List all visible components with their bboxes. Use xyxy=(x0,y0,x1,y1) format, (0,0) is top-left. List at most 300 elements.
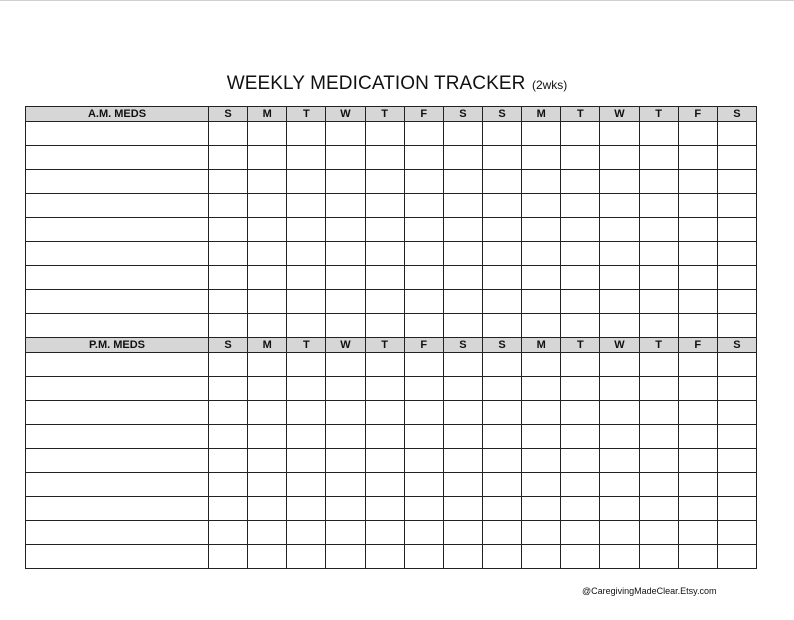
title-sub: (2wks) xyxy=(531,78,568,92)
day-check-cell[interactable] xyxy=(600,521,639,545)
day-check-cell[interactable] xyxy=(639,377,678,401)
day-check-cell[interactable] xyxy=(600,545,639,569)
day-header: S xyxy=(209,338,248,353)
day-check-cell[interactable] xyxy=(326,266,365,290)
day-check-cell[interactable] xyxy=(561,242,600,266)
day-check-cell[interactable] xyxy=(678,425,717,449)
day-check-cell[interactable] xyxy=(209,473,248,497)
day-check-cell[interactable] xyxy=(287,218,326,242)
day-header: T xyxy=(639,338,678,353)
day-check-cell[interactable] xyxy=(600,242,639,266)
day-check-cell[interactable] xyxy=(639,146,678,170)
day-check-cell[interactable] xyxy=(561,122,600,146)
day-check-cell[interactable] xyxy=(209,122,248,146)
day-check-cell[interactable] xyxy=(443,449,482,473)
day-check-cell[interactable] xyxy=(600,473,639,497)
day-header: F xyxy=(404,107,443,122)
day-check-cell[interactable] xyxy=(287,497,326,521)
day-check-cell[interactable] xyxy=(326,497,365,521)
day-check-cell[interactable] xyxy=(600,146,639,170)
day-check-cell[interactable] xyxy=(287,290,326,314)
med-name-cell[interactable] xyxy=(26,473,209,497)
day-check-cell[interactable] xyxy=(678,194,717,218)
day-check-cell[interactable] xyxy=(561,377,600,401)
day-check-cell[interactable] xyxy=(717,194,756,218)
day-check-cell[interactable] xyxy=(482,314,521,338)
day-check-cell[interactable] xyxy=(443,146,482,170)
day-check-cell[interactable] xyxy=(639,170,678,194)
day-check-cell[interactable] xyxy=(561,473,600,497)
day-check-cell[interactable] xyxy=(717,170,756,194)
day-check-cell[interactable] xyxy=(248,242,287,266)
med-name-cell[interactable] xyxy=(26,170,209,194)
day-check-cell[interactable] xyxy=(287,194,326,218)
day-check-cell[interactable] xyxy=(482,473,521,497)
day-check-cell[interactable] xyxy=(209,353,248,377)
day-check-cell[interactable] xyxy=(443,194,482,218)
day-check-cell[interactable] xyxy=(678,473,717,497)
day-check-cell[interactable] xyxy=(326,449,365,473)
day-check-cell[interactable] xyxy=(600,497,639,521)
day-check-cell[interactable] xyxy=(717,521,756,545)
day-check-cell[interactable] xyxy=(717,401,756,425)
day-check-cell[interactable] xyxy=(209,497,248,521)
med-name-cell[interactable] xyxy=(26,425,209,449)
day-check-cell[interactable] xyxy=(443,401,482,425)
table-row xyxy=(26,521,757,545)
day-check-cell[interactable] xyxy=(600,377,639,401)
day-check-cell[interactable] xyxy=(717,314,756,338)
day-check-cell[interactable] xyxy=(287,401,326,425)
day-check-cell[interactable] xyxy=(365,425,404,449)
day-check-cell[interactable] xyxy=(248,473,287,497)
day-check-cell[interactable] xyxy=(404,146,443,170)
day-check-cell[interactable] xyxy=(404,401,443,425)
day-header: S xyxy=(209,107,248,122)
table-row xyxy=(26,377,757,401)
day-check-cell[interactable] xyxy=(522,497,561,521)
day-check-cell[interactable] xyxy=(561,401,600,425)
day-check-cell[interactable] xyxy=(404,194,443,218)
med-name-cell[interactable] xyxy=(26,353,209,377)
day-check-cell[interactable] xyxy=(365,146,404,170)
med-name-cell[interactable] xyxy=(26,146,209,170)
day-check-cell[interactable] xyxy=(248,314,287,338)
med-name-cell[interactable] xyxy=(26,497,209,521)
day-check-cell[interactable] xyxy=(522,377,561,401)
day-check-cell[interactable] xyxy=(639,425,678,449)
day-check-cell[interactable] xyxy=(365,314,404,338)
day-check-cell[interactable] xyxy=(639,290,678,314)
day-header: T xyxy=(287,338,326,353)
day-check-cell[interactable] xyxy=(717,242,756,266)
day-check-cell[interactable] xyxy=(404,425,443,449)
day-check-cell[interactable] xyxy=(600,425,639,449)
med-name-cell[interactable] xyxy=(26,545,209,569)
day-check-cell[interactable] xyxy=(248,170,287,194)
day-check-cell[interactable] xyxy=(443,377,482,401)
day-check-cell[interactable] xyxy=(678,401,717,425)
day-check-cell[interactable] xyxy=(522,266,561,290)
day-check-cell[interactable] xyxy=(365,449,404,473)
day-check-cell[interactable] xyxy=(600,170,639,194)
day-check-cell[interactable] xyxy=(522,194,561,218)
day-check-cell[interactable] xyxy=(326,353,365,377)
day-check-cell[interactable] xyxy=(639,497,678,521)
day-check-cell[interactable] xyxy=(326,194,365,218)
day-check-cell[interactable] xyxy=(717,473,756,497)
day-check-cell[interactable] xyxy=(600,218,639,242)
day-check-cell[interactable] xyxy=(482,122,521,146)
day-check-cell[interactable] xyxy=(209,146,248,170)
day-check-cell[interactable] xyxy=(639,545,678,569)
day-header: S xyxy=(717,338,756,353)
day-check-cell[interactable] xyxy=(287,377,326,401)
day-check-cell[interactable] xyxy=(248,401,287,425)
day-check-cell[interactable] xyxy=(522,401,561,425)
day-check-cell[interactable] xyxy=(482,425,521,449)
day-check-cell[interactable] xyxy=(287,473,326,497)
day-check-cell[interactable] xyxy=(522,449,561,473)
day-check-cell[interactable] xyxy=(678,497,717,521)
day-check-cell[interactable] xyxy=(404,449,443,473)
day-check-cell[interactable] xyxy=(522,473,561,497)
day-check-cell[interactable] xyxy=(326,290,365,314)
day-check-cell[interactable] xyxy=(209,377,248,401)
day-check-cell[interactable] xyxy=(482,545,521,569)
day-check-cell[interactable] xyxy=(522,242,561,266)
day-check-cell[interactable] xyxy=(365,473,404,497)
day-check-cell[interactable] xyxy=(209,218,248,242)
day-check-cell[interactable] xyxy=(600,266,639,290)
day-check-cell[interactable] xyxy=(248,122,287,146)
day-check-cell[interactable] xyxy=(287,146,326,170)
med-name-cell[interactable] xyxy=(26,314,209,338)
day-check-cell[interactable] xyxy=(561,290,600,314)
table-row xyxy=(26,242,757,266)
day-check-cell[interactable] xyxy=(287,314,326,338)
table-row xyxy=(26,170,757,194)
day-check-cell[interactable] xyxy=(365,266,404,290)
day-check-cell[interactable] xyxy=(443,497,482,521)
day-check-cell[interactable] xyxy=(287,545,326,569)
day-check-cell[interactable] xyxy=(522,353,561,377)
day-check-cell[interactable] xyxy=(404,290,443,314)
day-check-cell[interactable] xyxy=(561,146,600,170)
day-check-cell[interactable] xyxy=(248,290,287,314)
day-check-cell[interactable] xyxy=(443,353,482,377)
med-name-cell[interactable] xyxy=(26,122,209,146)
day-check-cell[interactable] xyxy=(443,170,482,194)
day-check-cell[interactable] xyxy=(561,545,600,569)
day-check-cell[interactable] xyxy=(482,290,521,314)
day-check-cell[interactable] xyxy=(326,377,365,401)
day-check-cell[interactable] xyxy=(482,497,521,521)
day-check-cell[interactable] xyxy=(248,146,287,170)
day-check-cell[interactable] xyxy=(443,521,482,545)
day-check-cell[interactable] xyxy=(717,290,756,314)
day-check-cell[interactable] xyxy=(443,242,482,266)
day-check-cell[interactable] xyxy=(561,194,600,218)
day-check-cell[interactable] xyxy=(404,122,443,146)
day-check-cell[interactable] xyxy=(248,266,287,290)
day-check-cell[interactable] xyxy=(639,353,678,377)
day-check-cell[interactable] xyxy=(561,266,600,290)
title-main: WEEKLY MEDICATION TRACKER xyxy=(226,73,526,94)
day-check-cell[interactable] xyxy=(209,425,248,449)
day-check-cell[interactable] xyxy=(600,449,639,473)
day-check-cell[interactable] xyxy=(404,545,443,569)
day-check-cell[interactable] xyxy=(365,377,404,401)
day-check-cell[interactable] xyxy=(443,290,482,314)
day-check-cell[interactable] xyxy=(678,266,717,290)
day-check-cell[interactable] xyxy=(678,545,717,569)
day-check-cell[interactable] xyxy=(522,521,561,545)
day-check-cell[interactable] xyxy=(404,377,443,401)
day-check-cell[interactable] xyxy=(326,314,365,338)
day-check-cell[interactable] xyxy=(404,473,443,497)
day-header: W xyxy=(600,338,639,353)
day-check-cell[interactable] xyxy=(248,449,287,473)
day-check-cell[interactable] xyxy=(717,425,756,449)
med-name-cell[interactable] xyxy=(26,401,209,425)
day-check-cell[interactable] xyxy=(717,545,756,569)
day-check-cell[interactable] xyxy=(248,353,287,377)
day-check-cell[interactable] xyxy=(248,194,287,218)
med-name-cell[interactable] xyxy=(26,290,209,314)
day-check-cell[interactable] xyxy=(365,242,404,266)
day-check-cell[interactable] xyxy=(326,401,365,425)
day-check-cell[interactable] xyxy=(443,545,482,569)
day-check-cell[interactable] xyxy=(443,314,482,338)
day-check-cell[interactable] xyxy=(326,425,365,449)
day-check-cell[interactable] xyxy=(248,377,287,401)
day-check-cell[interactable] xyxy=(717,497,756,521)
day-check-cell[interactable] xyxy=(482,377,521,401)
header-row xyxy=(26,107,757,122)
day-check-cell[interactable] xyxy=(482,401,521,425)
day-check-cell[interactable] xyxy=(600,314,639,338)
day-check-cell[interactable] xyxy=(561,170,600,194)
day-check-cell[interactable] xyxy=(482,353,521,377)
day-check-cell[interactable] xyxy=(678,449,717,473)
day-check-cell[interactable] xyxy=(209,449,248,473)
day-check-cell[interactable] xyxy=(717,266,756,290)
day-check-cell[interactable] xyxy=(678,122,717,146)
day-check-cell[interactable] xyxy=(561,521,600,545)
day-check-cell[interactable] xyxy=(678,353,717,377)
day-check-cell[interactable] xyxy=(561,449,600,473)
day-check-cell[interactable] xyxy=(600,122,639,146)
day-check-cell[interactable] xyxy=(248,521,287,545)
day-check-cell[interactable] xyxy=(639,449,678,473)
day-check-cell[interactable] xyxy=(717,218,756,242)
day-check-cell[interactable] xyxy=(326,170,365,194)
med-name-cell[interactable] xyxy=(26,449,209,473)
day-check-cell[interactable] xyxy=(287,122,326,146)
day-check-cell[interactable] xyxy=(482,194,521,218)
day-check-cell[interactable] xyxy=(639,122,678,146)
med-name-cell[interactable] xyxy=(26,521,209,545)
day-check-cell[interactable] xyxy=(522,314,561,338)
day-check-cell[interactable] xyxy=(717,377,756,401)
med-name-cell[interactable] xyxy=(26,218,209,242)
day-check-cell[interactable] xyxy=(365,521,404,545)
day-check-cell[interactable] xyxy=(287,242,326,266)
day-check-cell[interactable] xyxy=(404,170,443,194)
med-name-cell[interactable] xyxy=(26,242,209,266)
day-check-cell[interactable] xyxy=(678,290,717,314)
day-check-cell[interactable] xyxy=(404,242,443,266)
table-row xyxy=(26,314,757,338)
day-check-cell[interactable] xyxy=(287,425,326,449)
day-check-cell[interactable] xyxy=(326,218,365,242)
day-header: T xyxy=(561,107,600,122)
day-check-cell[interactable] xyxy=(443,425,482,449)
day-check-cell[interactable] xyxy=(678,242,717,266)
day-check-cell[interactable] xyxy=(365,353,404,377)
med-name-cell[interactable] xyxy=(26,194,209,218)
day-check-cell[interactable] xyxy=(443,266,482,290)
day-check-cell[interactable] xyxy=(209,521,248,545)
day-check-cell[interactable] xyxy=(522,170,561,194)
day-check-cell[interactable] xyxy=(522,146,561,170)
day-check-cell[interactable] xyxy=(209,242,248,266)
day-check-cell[interactable] xyxy=(365,218,404,242)
day-check-cell[interactable] xyxy=(639,401,678,425)
day-check-cell[interactable] xyxy=(248,497,287,521)
day-header: W xyxy=(600,107,639,122)
day-check-cell[interactable] xyxy=(404,218,443,242)
day-check-cell[interactable] xyxy=(482,449,521,473)
day-check-cell[interactable] xyxy=(561,218,600,242)
day-check-cell[interactable] xyxy=(561,425,600,449)
day-check-cell[interactable] xyxy=(365,545,404,569)
med-name-cell[interactable] xyxy=(26,266,209,290)
day-header: T xyxy=(639,107,678,122)
day-check-cell[interactable] xyxy=(639,314,678,338)
day-check-cell[interactable] xyxy=(209,314,248,338)
day-check-cell[interactable] xyxy=(365,122,404,146)
day-check-cell[interactable] xyxy=(522,425,561,449)
day-check-cell[interactable] xyxy=(326,545,365,569)
day-check-cell[interactable] xyxy=(443,218,482,242)
day-check-cell[interactable] xyxy=(365,170,404,194)
day-check-cell[interactable] xyxy=(365,497,404,521)
day-check-cell[interactable] xyxy=(287,449,326,473)
table-row xyxy=(26,545,757,569)
table-row xyxy=(26,353,757,377)
day-check-cell[interactable] xyxy=(717,353,756,377)
day-check-cell[interactable] xyxy=(639,266,678,290)
header-row xyxy=(26,338,757,353)
day-check-cell[interactable] xyxy=(639,521,678,545)
day-check-cell[interactable] xyxy=(365,290,404,314)
day-header: T xyxy=(561,338,600,353)
day-check-cell[interactable] xyxy=(287,170,326,194)
day-check-cell[interactable] xyxy=(678,218,717,242)
day-check-cell[interactable] xyxy=(404,353,443,377)
day-check-cell[interactable] xyxy=(482,266,521,290)
table-row xyxy=(26,122,757,146)
day-check-cell[interactable] xyxy=(522,122,561,146)
day-check-cell[interactable] xyxy=(717,449,756,473)
pm-meds-table xyxy=(25,337,757,569)
day-check-cell[interactable] xyxy=(326,242,365,266)
day-check-cell[interactable] xyxy=(678,146,717,170)
day-check-cell[interactable] xyxy=(639,218,678,242)
table-row xyxy=(26,266,757,290)
day-check-cell[interactable] xyxy=(287,353,326,377)
day-check-cell[interactable] xyxy=(678,521,717,545)
day-check-cell[interactable] xyxy=(482,521,521,545)
day-check-cell[interactable] xyxy=(404,266,443,290)
day-check-cell[interactable] xyxy=(326,473,365,497)
day-check-cell[interactable] xyxy=(482,242,521,266)
day-check-cell[interactable] xyxy=(717,122,756,146)
day-check-cell[interactable] xyxy=(287,266,326,290)
day-check-cell[interactable] xyxy=(600,290,639,314)
day-check-cell[interactable] xyxy=(209,401,248,425)
day-header: W xyxy=(326,338,365,353)
day-check-cell[interactable] xyxy=(482,218,521,242)
day-check-cell[interactable] xyxy=(248,545,287,569)
day-check-cell[interactable] xyxy=(365,194,404,218)
day-check-cell[interactable] xyxy=(561,353,600,377)
day-check-cell[interactable] xyxy=(326,146,365,170)
day-check-cell[interactable] xyxy=(443,122,482,146)
day-check-cell[interactable] xyxy=(482,146,521,170)
day-check-cell[interactable] xyxy=(209,194,248,218)
day-check-cell[interactable] xyxy=(404,521,443,545)
day-check-cell[interactable] xyxy=(326,521,365,545)
day-header: T xyxy=(287,107,326,122)
day-check-cell[interactable] xyxy=(600,353,639,377)
med-name-cell[interactable] xyxy=(26,377,209,401)
day-check-cell[interactable] xyxy=(522,545,561,569)
day-check-cell[interactable] xyxy=(404,497,443,521)
day-check-cell[interactable] xyxy=(209,170,248,194)
day-check-cell[interactable] xyxy=(600,401,639,425)
day-check-cell[interactable] xyxy=(561,314,600,338)
day-check-cell[interactable] xyxy=(639,194,678,218)
day-check-cell[interactable] xyxy=(482,170,521,194)
page-title xyxy=(0,73,794,95)
day-check-cell[interactable] xyxy=(522,290,561,314)
day-check-cell[interactable] xyxy=(678,170,717,194)
table-row xyxy=(26,146,757,170)
day-check-cell[interactable] xyxy=(443,473,482,497)
day-check-cell[interactable] xyxy=(678,314,717,338)
day-check-cell[interactable] xyxy=(209,290,248,314)
table-row xyxy=(26,290,757,314)
day-check-cell[interactable] xyxy=(717,146,756,170)
day-check-cell[interactable] xyxy=(600,194,639,218)
day-check-cell[interactable] xyxy=(248,218,287,242)
day-check-cell[interactable] xyxy=(678,377,717,401)
day-check-cell[interactable] xyxy=(561,497,600,521)
day-check-cell[interactable] xyxy=(522,218,561,242)
day-check-cell[interactable] xyxy=(209,545,248,569)
day-check-cell[interactable] xyxy=(639,242,678,266)
day-check-cell[interactable] xyxy=(248,425,287,449)
day-check-cell[interactable] xyxy=(365,401,404,425)
day-check-cell[interactable] xyxy=(209,266,248,290)
day-check-cell[interactable] xyxy=(326,122,365,146)
day-check-cell[interactable] xyxy=(639,473,678,497)
day-check-cell[interactable] xyxy=(287,521,326,545)
day-check-cell[interactable] xyxy=(404,314,443,338)
